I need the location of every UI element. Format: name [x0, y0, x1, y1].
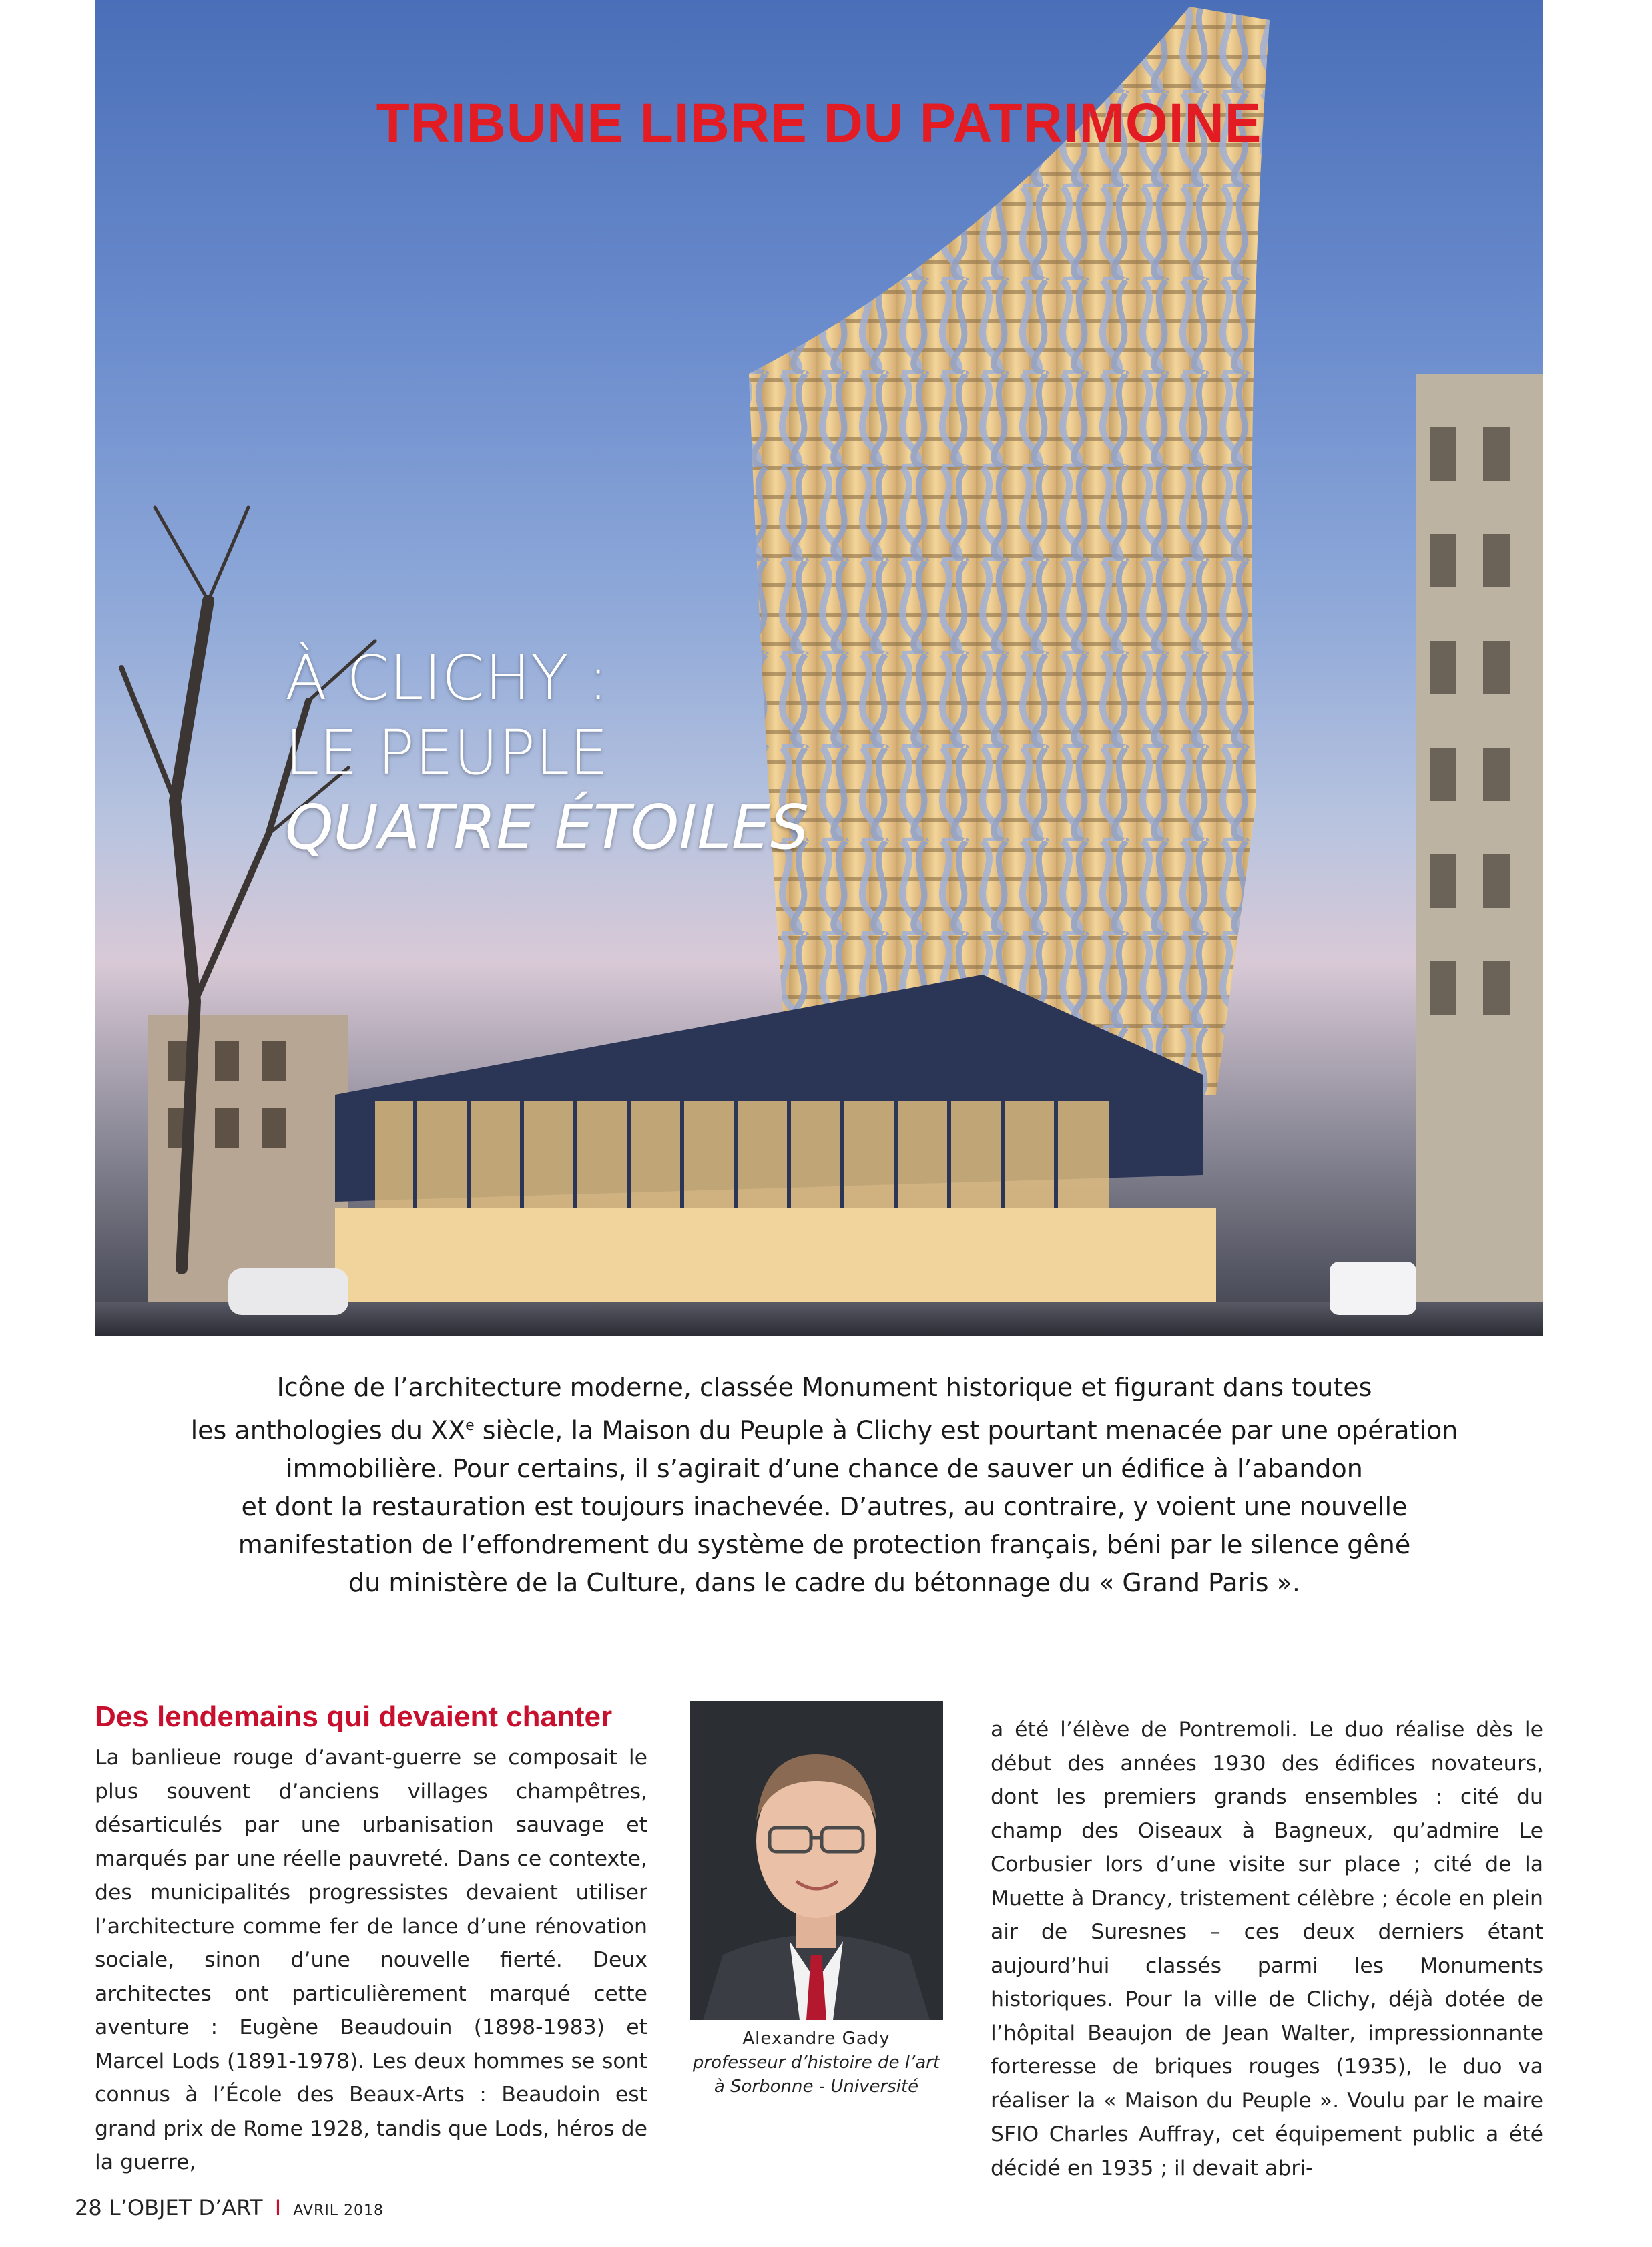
body-text: La banlieue rouge d’avant-guerre se composait le plus souvent d’anciens villages champêtres, désarticulés par une urbanisation sauvage et marqués par une réelle pauvreté. Dans ce contexte, des municipalités progressistes devaient utiliser l’architecture comme fer de lance d’une rénovation sociale, sinon d’une nouvelle fierté. Deux architectes ont particulièrement marqué cette aventure : Eugène Beaudouin (1898-1983) et Marcel Lods (1891-1978). Les deux hommes se sont connus à l’École des Beaux-Arts : Beaudoin est grand prix de Rome 1928, tandis que Lods, héros de la guerre, [95, 1746, 647, 2174]
lead-superscript: e [465, 1417, 475, 1434]
lead-line: manifestation de l’effondrement du système de protection français, béni par le silence gêné [238, 1529, 1411, 1559]
page-number: 28 [75, 2195, 102, 2220]
article-lead [160, 1368, 1488, 1602]
author-role-line-2: à Sorbonne - Université [714, 2077, 919, 2097]
lead-line-part: les anthologies du XX [190, 1415, 466, 1445]
lead-line: immobilière. Pour certains, il s’agirait d’une chance de sauver un édifice à l’abandon [286, 1453, 1363, 1483]
article-title-line-2: LE PEUPLE [285, 717, 609, 788]
article-title-line-1: À CLICHY : [285, 642, 609, 714]
lead-line [160, 1407, 1488, 1450]
author-role-line-1: professeur d’histoire de l’art [692, 2053, 940, 2073]
article-title-line-3: QUATRE ÉTOILES [285, 792, 810, 863]
article-column-left [95, 1696, 647, 2180]
lead-line: Icône de l’architecture moderne, classée Monument historique et figurant dans toutes [276, 1372, 1372, 1402]
lead-line: du ministère de la Culture, dans le cadre du bétonnage du « Grand Paris ». [348, 1567, 1300, 1597]
article-title [285, 641, 809, 865]
author-photo [690, 1701, 943, 2020]
portrait-caption [669, 2027, 963, 2099]
magazine-name: L’OBJET D’ART [108, 2195, 263, 2220]
footer-separator: I [274, 2195, 282, 2220]
lead-line-part: siècle, la Maison du Peuple à Clichy est pourtant menacée par une opération [474, 1415, 1458, 1445]
page-footer [75, 2195, 384, 2220]
section-kicker: TRIBUNE LIBRE DU PATRIMOINE [376, 93, 1262, 154]
hero-photo [95, 0, 1543, 1336]
author-portrait [690, 1701, 943, 2020]
section-heading: Des lendemains qui devaient chanter [95, 1700, 613, 1733]
author-name: Alexandre Gady [742, 2029, 890, 2049]
lead-line: et dont la restauration est toujours inachevée. D’autres, au contraire, y voient une nouvelle [241, 1491, 1408, 1521]
body-text: a été l’élève de Pontremoli. Le duo réalise dès le début des années 1930 des édifices novateurs, dont les premiers grands ensembles : cité du champ des Oiseaux à Bagneux, qu’admire Le Corbusier lors d’une visite sur place ; cité de la Muette à Drancy, tristement célèbre ; école en plein air de Suresnes – ces deux derniers étant aujourd’hui classés parmi les Monuments historiques. Pour la ville de Clichy, déjà dotée de l’hôpital Beaujon de Jean Walter, impressionnante forteresse de briques rouges (1935), le duo va réaliser la « Maison du Peuple ». Voulu par le maire SFIO Charles Auffray, cet équipement public a été décidé en 1935 ; il devait abri- [991, 1718, 1543, 2180]
article-column-right [991, 1713, 1543, 2185]
issue-date: AVRIL 2018 [293, 2202, 384, 2219]
